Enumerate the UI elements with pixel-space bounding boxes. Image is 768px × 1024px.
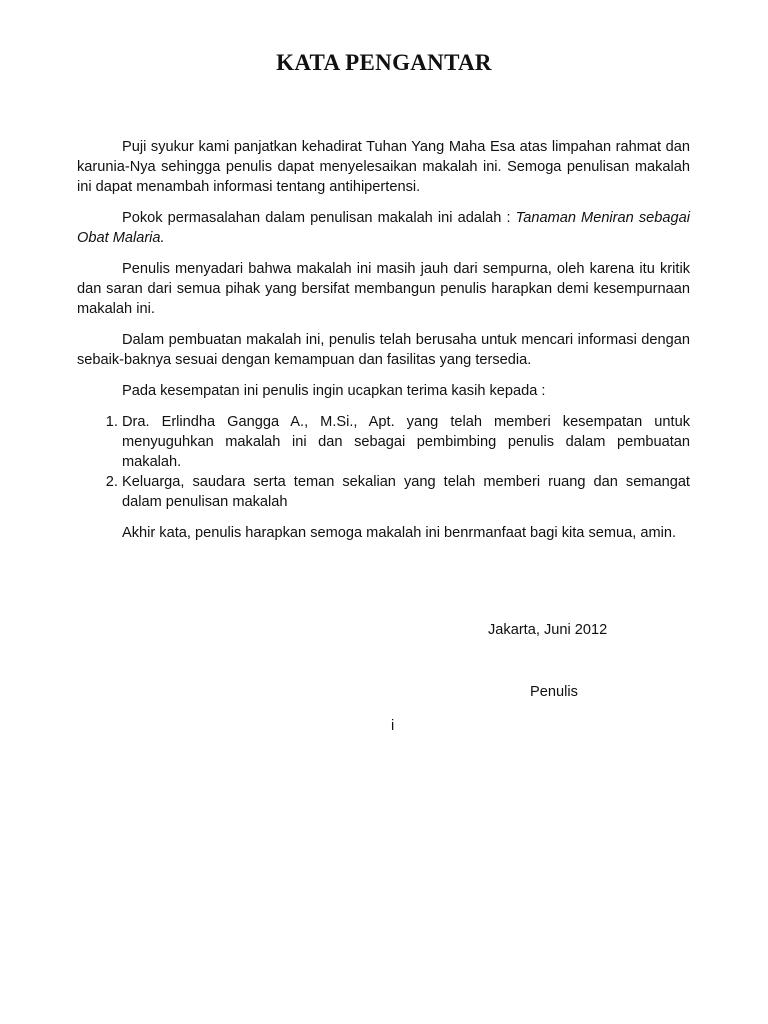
acknowledgement-list [77, 412, 690, 512]
paragraph-topic-title: Tanaman Meniran sebagai Obat Malaria. [77, 210, 690, 246]
paragraph-closing: Akhir kata, penulis harapkan semoga makalah ini benrmanfaat bagi kita semua, amin. [122, 525, 677, 541]
paragraph-thanks-intro: Pada kesempatan ini penulis ingin ucapkan terima kasih kepada : [122, 383, 546, 399]
document-body [77, 137, 690, 554]
signer: Penulis [530, 684, 578, 700]
paragraph-topic-text: Pokok permasalahan dalam penulisan makalah ini adalah : [122, 210, 516, 226]
page-number: i [391, 718, 395, 734]
place-date: Jakarta, Juni 2012 [488, 622, 608, 638]
page-title: KATA PENGANTAR [276, 50, 492, 75]
paragraph-gratitude: Puji syukur kami panjatkan kehadirat Tuhan Yang Maha Esa atas limpahan rahmat dan karunia-Nya sehingga penulis dapat menyelesaikan makalah ini. Semoga penulisan makalah ini dapat menambah informasi tentang antihipertensi. [77, 139, 690, 195]
acknowledgement-item: 2. Keluarga, saudara serta teman sekalian yang telah memberi ruang dan semangat dalam penulisan makalah [122, 472, 690, 512]
paragraph-imperfection: Penulis menyadari bahwa makalah ini masih jauh dari sempurna, oleh karena itu kritik dan saran dari semua pihak yang bersifat membangun penulis harapkan demi kesempurnaan makalah ini. [77, 261, 690, 317]
paragraph-effort: Dalam pembuatan makalah ini, penulis telah berusaha untuk mencari informasi dengan sebaik-baknya sesuai dengan kemampuan dan fasilitas yang tersedia. [77, 332, 690, 368]
acknowledgement-item: 1. Dra. Erlindha Gangga A., M.Si., Apt. yang telah memberi kesempatan untuk menyuguhkan makalah ini dan sebagai pembimbing penulis dalam pembuatan makalah. [122, 412, 690, 472]
paragraph-topic [77, 208, 690, 248]
